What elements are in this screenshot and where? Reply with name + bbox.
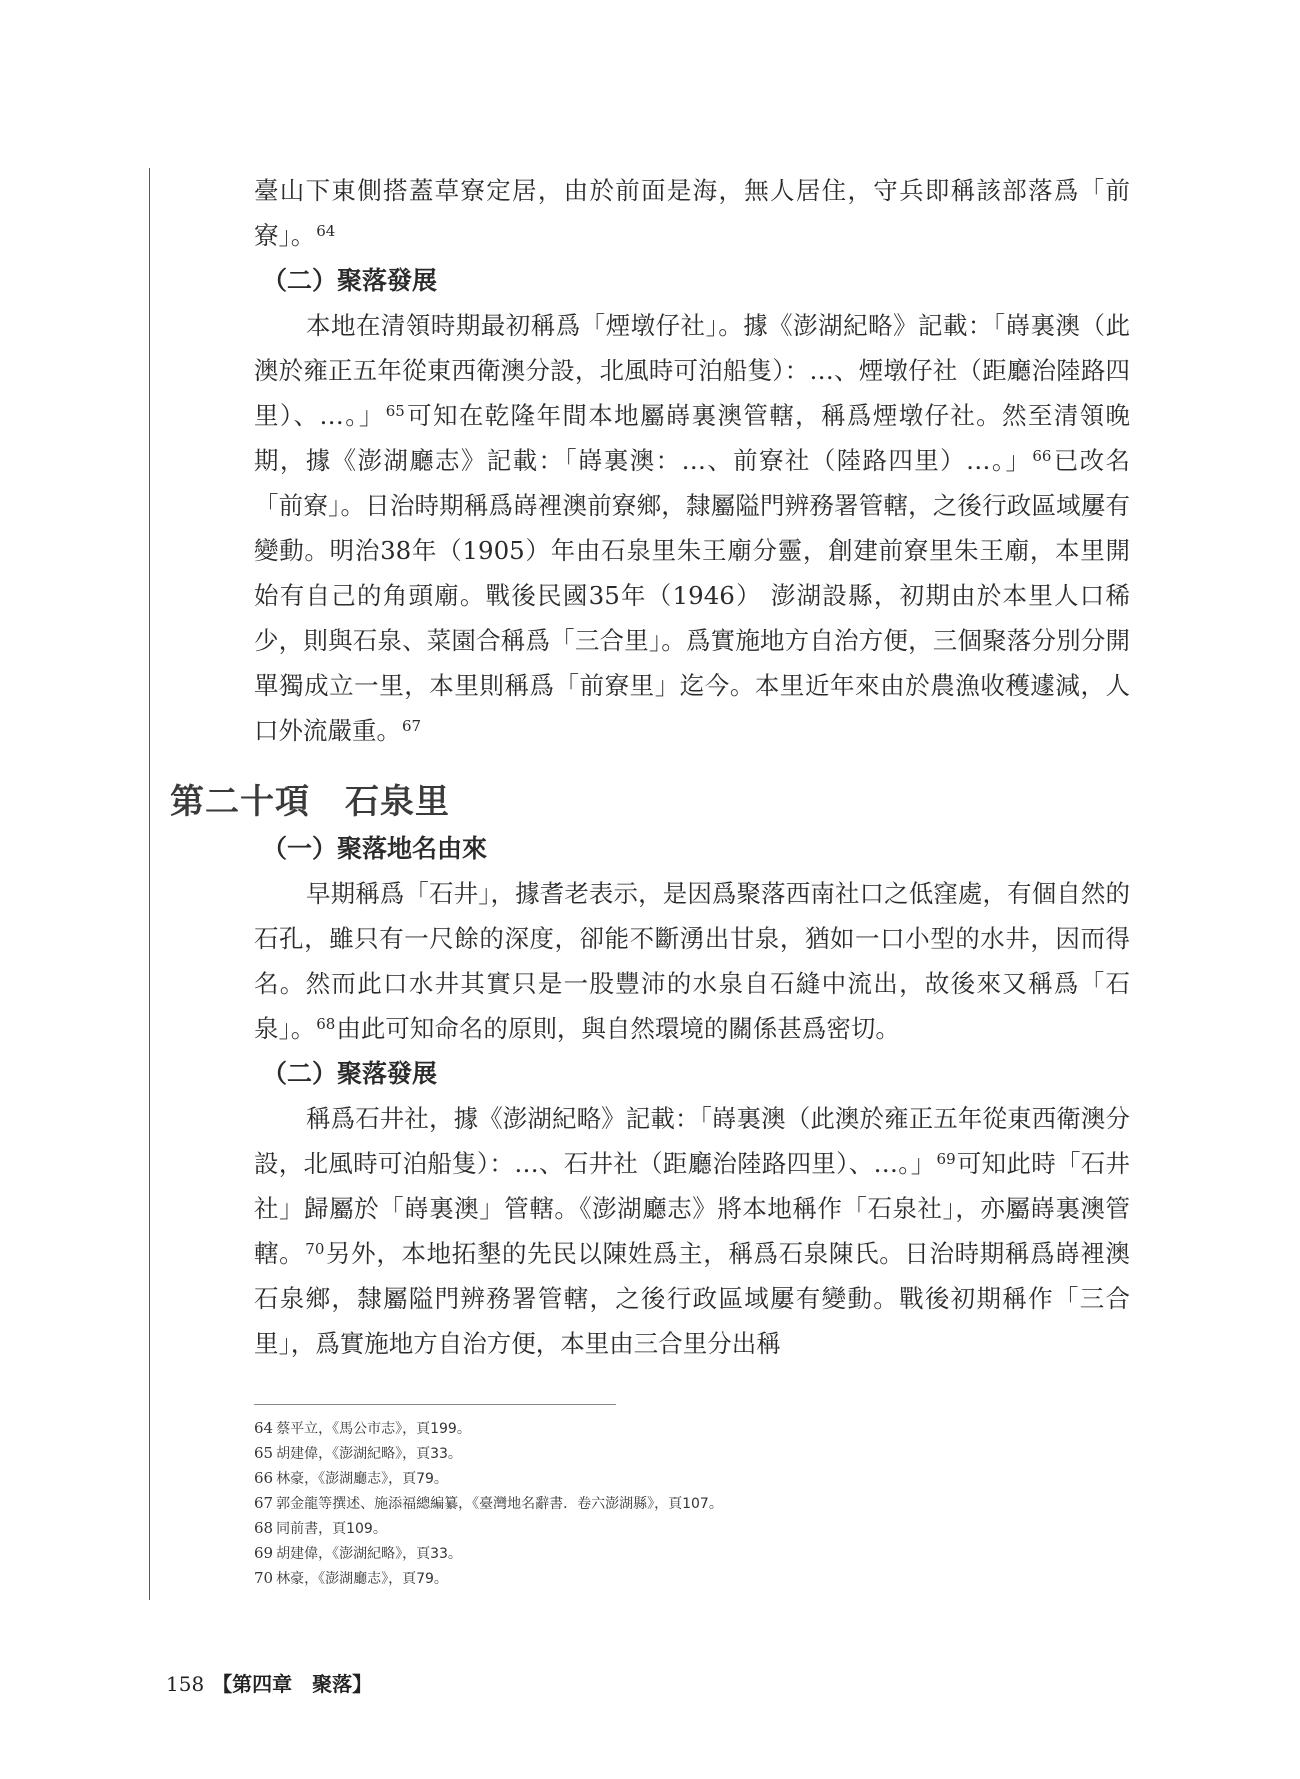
paragraph-text: 可知在乾隆年間本地屬嵵裏澳管轄，稱爲煙墩仔社。然至清領晚期，據《澎湖廳志》記載：「嵵裏澳：…、前寮社（陸路四里）…。」 bbox=[254, 401, 1131, 475]
footnote-number: 69 bbox=[254, 1544, 274, 1562]
footnote-ref-67[interactable]: 67 bbox=[402, 717, 422, 735]
footnote-text: 胡建偉，《澎湖紀略》，頁33。 bbox=[276, 1546, 462, 1562]
paragraph-text: 早期稱爲「石井」，據耆老表示，是因爲聚落西南社口之低窪處，有個自然的石孔，雖只有一尺餘的深度，卻能不斷湧出甘泉，猶如一口小型的水井，因而得名。然而此口水井其實只是一股豐沛的水泉自石縫中流出，故後來又稱爲「石泉」。 bbox=[254, 879, 1130, 1043]
footnote-text: 林豪，《澎湖廳志》，頁79。 bbox=[276, 1471, 448, 1487]
paragraph-3 bbox=[254, 871, 1130, 1051]
footnotes bbox=[254, 1416, 1130, 1591]
footnote-66 bbox=[254, 1466, 1130, 1491]
footnote-number: 65 bbox=[254, 1444, 274, 1462]
section-title: 第二十項 石泉里 bbox=[170, 782, 450, 822]
footnote-ref-69[interactable]: 69 bbox=[936, 1150, 956, 1168]
footnote-70 bbox=[254, 1566, 1130, 1591]
paragraph-text: 由此可知命名的原則，與自然環境的關係甚爲密切。 bbox=[336, 1014, 900, 1043]
paragraph-text: 稱爲石井社，據《澎湖紀略》記載：「嵵裏澳（此澳於雍正五年從東西衛澳分設，北風時可泊船隻）：…、石井社（距廳治陸路四里）、…。」 bbox=[254, 1104, 1130, 1178]
footnote-ref-64[interactable]: 64 bbox=[316, 222, 336, 240]
footnote-number: 68 bbox=[254, 1519, 274, 1537]
footnote-text: 林豪，《澎湖廳志》，頁79。 bbox=[276, 1571, 448, 1587]
footnote-ref-70[interactable]: 70 bbox=[305, 1240, 325, 1258]
footnote-ref-65[interactable]: 65 bbox=[385, 402, 405, 420]
paragraph-4 bbox=[254, 1096, 1130, 1366]
footnote-number: 67 bbox=[254, 1494, 274, 1512]
paragraph-2 bbox=[254, 303, 1130, 753]
section-text-block bbox=[254, 826, 1130, 1366]
paragraph-text: 臺山下東側搭蓋草寮定居，由於前面是海，無人居住，守兵即稱該部落爲「前寮」。 bbox=[254, 176, 1130, 250]
page-footer bbox=[166, 1668, 372, 1697]
margin-rule bbox=[149, 168, 150, 1600]
footnote-67 bbox=[254, 1491, 1130, 1516]
footnote-64 bbox=[254, 1416, 1130, 1441]
chapter-label: 【第四章 聚落】 bbox=[212, 1672, 373, 1696]
paragraph-text: 本地在清領時期最初稱爲「煙墩仔社」。據《澎湖紀略》記載：「嵵裏澳（此澳於雍正五年從東西衛澳分設，北風時可泊船隻）：…、煙墩仔社（距廳治陸路四里）、…。」 bbox=[254, 311, 1130, 430]
footnote-ref-66[interactable]: 66 bbox=[1032, 447, 1052, 465]
sub-heading-place-name-origin: （一）聚落地名由來 bbox=[262, 834, 488, 863]
paragraph-1 bbox=[254, 168, 1130, 258]
footnote-68 bbox=[254, 1516, 1130, 1541]
footnote-text: 郭金龍等撰述、施添福總編纂，《臺灣地名辭書．卷六澎湖縣》，頁107。 bbox=[276, 1496, 723, 1512]
footnote-65 bbox=[254, 1441, 1130, 1466]
sub-heading-settlement-development: （二）聚落發展 bbox=[262, 266, 438, 295]
footnote-number: 70 bbox=[254, 1569, 274, 1587]
footnote-text: 蔡平立，《馬公市志》，頁199。 bbox=[276, 1421, 471, 1437]
paragraph-text: 可知此時「石井社」歸屬於「嵵裏澳」管轄。《澎湖廳志》將本地稱作「石泉社」，亦屬嵵裏澳管轄。 bbox=[254, 1149, 1131, 1268]
paragraph-text: 另外，本地拓墾的先民以陳姓爲主，稱爲石泉陳氏。日治時期稱爲嵵裡澳石泉鄉，隸屬隘門辨務署管轄，之後行政區域屢有變動。戰後初期稱作「三合里」，爲實施地方自治方便，本里由三合里分出稱 bbox=[254, 1239, 1131, 1358]
sub-heading-settlement-development-2: （二）聚落發展 bbox=[262, 1059, 438, 1088]
footnote-text: 同前書，頁109。 bbox=[276, 1521, 387, 1537]
footnote-number: 66 bbox=[254, 1469, 274, 1487]
footnote-ref-68[interactable]: 68 bbox=[316, 1015, 336, 1033]
page-number: 158 bbox=[166, 1672, 205, 1696]
upper-text-block bbox=[254, 168, 1130, 753]
paragraph-text: 已改名「前寮」。日治時期稱爲嵵裡澳前寮鄉，隸屬隘門辨務署管轄，之後行政區域屢有變動。明治38年（1905）年由石泉里朱王廟分靈，創建前寮里朱王廟，本里開始有自己的角頭廟。戰後民國35年（1946） 澎湖設縣，初期由於本里人口稀少，則與石泉、菜園合稱爲「三合里」。爲實施地方自治方便，三個聚落分別分開單獨成立一里，本里則稱爲「前寮里」迄今。本里近年來由於農漁收穫遽減，人口外流嚴重。 bbox=[254, 446, 1131, 745]
footnote-text: 胡建偉，《澎湖紀略》，頁33。 bbox=[276, 1446, 462, 1462]
footnote-number: 64 bbox=[254, 1419, 274, 1437]
footnote-69 bbox=[254, 1541, 1130, 1566]
footnote-divider bbox=[254, 1404, 616, 1405]
